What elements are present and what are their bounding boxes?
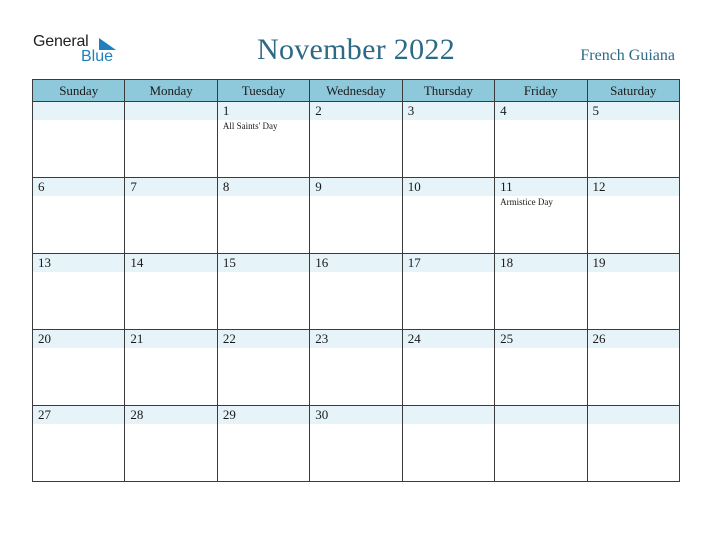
holiday-label	[218, 348, 309, 349]
day-number: 30	[310, 406, 401, 424]
day-cell[interactable]	[217, 254, 309, 330]
holiday-label	[310, 424, 401, 425]
day-number: 23	[310, 330, 401, 348]
day-cell[interactable]	[33, 178, 125, 254]
weekday-tuesday: Tuesday	[217, 80, 309, 102]
day-number: 29	[218, 406, 309, 424]
holiday-label	[588, 348, 679, 349]
holiday-label	[495, 348, 586, 349]
day-number: 15	[218, 254, 309, 272]
day-number: 8	[218, 178, 309, 196]
weekday-header-row	[33, 80, 680, 102]
weekday-monday: Monday	[125, 80, 217, 102]
day-cell[interactable]	[217, 406, 309, 482]
region-label: French Guiana	[580, 47, 675, 64]
holiday-label	[588, 196, 679, 197]
week-row	[33, 406, 680, 482]
day-number: 2	[310, 102, 401, 120]
day-cell[interactable]	[310, 254, 402, 330]
logo-word-blue: Blue	[81, 48, 114, 65]
day-cell[interactable]	[33, 330, 125, 406]
day-number: 1	[218, 102, 309, 120]
day-number: 16	[310, 254, 401, 272]
day-number: 25	[495, 330, 586, 348]
day-number: 20	[33, 330, 124, 348]
holiday-label: Armistice Day	[500, 197, 553, 207]
holiday-label	[403, 120, 494, 121]
day-cell[interactable]	[125, 330, 217, 406]
day-cell[interactable]	[402, 102, 494, 178]
day-number	[33, 102, 124, 120]
holiday-label	[588, 272, 679, 273]
day-cell[interactable]	[125, 254, 217, 330]
day-cell[interactable]	[310, 178, 402, 254]
day-number	[588, 406, 679, 424]
holiday-label	[125, 120, 216, 121]
day-number: 6	[33, 178, 124, 196]
day-number: 18	[495, 254, 586, 272]
day-cell[interactable]	[402, 330, 494, 406]
logo-word-general: General	[33, 33, 89, 50]
day-cell[interactable]	[33, 254, 125, 330]
day-number: 28	[125, 406, 216, 424]
day-cell[interactable]	[587, 330, 679, 406]
day-number: 22	[218, 330, 309, 348]
day-number: 5	[588, 102, 679, 120]
holiday-label	[218, 272, 309, 273]
day-number	[495, 406, 586, 424]
day-number: 11	[495, 178, 586, 196]
day-cell[interactable]	[310, 406, 402, 482]
day-number: 12	[588, 178, 679, 196]
day-cell[interactable]	[125, 178, 217, 254]
day-number: 3	[403, 102, 494, 120]
day-number	[403, 406, 494, 424]
day-number: 21	[125, 330, 216, 348]
calendar-title: November 2022	[256, 33, 456, 66]
day-number: 14	[125, 254, 216, 272]
holiday-label	[403, 272, 494, 273]
day-cell[interactable]	[587, 406, 679, 482]
day-cell[interactable]	[587, 102, 679, 178]
day-cell[interactable]	[217, 178, 309, 254]
holiday-label	[588, 424, 679, 425]
holiday-label	[495, 272, 586, 273]
holiday-label	[218, 424, 309, 425]
day-cell[interactable]	[495, 330, 587, 406]
day-number	[125, 102, 216, 120]
holiday-label	[495, 424, 586, 425]
day-number: 13	[33, 254, 124, 272]
holiday-label	[495, 120, 586, 121]
day-number: 24	[403, 330, 494, 348]
day-cell[interactable]	[33, 102, 125, 178]
day-cell[interactable]	[495, 406, 587, 482]
day-number: 9	[310, 178, 401, 196]
day-cell[interactable]	[310, 330, 402, 406]
weekday-saturday: Saturday	[587, 80, 679, 102]
holiday-label	[310, 196, 401, 197]
day-cell[interactable]	[125, 406, 217, 482]
holiday-label	[125, 348, 216, 349]
holiday-label	[218, 196, 309, 197]
calendar-body	[33, 102, 680, 482]
holiday-label	[33, 348, 124, 349]
day-cell[interactable]	[587, 254, 679, 330]
holiday-label	[588, 120, 679, 121]
holiday-label	[403, 348, 494, 349]
holiday-label	[125, 424, 216, 425]
day-cell[interactable]	[125, 102, 217, 178]
day-cell[interactable]	[495, 254, 587, 330]
holiday-label	[310, 272, 401, 273]
day-cell[interactable]	[402, 406, 494, 482]
week-row	[33, 254, 680, 330]
week-row	[33, 330, 680, 406]
holiday-label	[403, 196, 494, 197]
holiday-label	[310, 348, 401, 349]
weekday-thursday: Thursday	[402, 80, 494, 102]
weekday-wednesday: Wednesday	[310, 80, 402, 102]
week-row	[33, 102, 680, 178]
day-number: 4	[495, 102, 586, 120]
holiday-label	[33, 120, 124, 121]
day-cell[interactable]	[402, 178, 494, 254]
weekday-sunday: Sunday	[33, 80, 125, 102]
day-number: 10	[403, 178, 494, 196]
day-cell[interactable]	[310, 102, 402, 178]
day-cell[interactable]	[495, 178, 587, 254]
day-number: 7	[125, 178, 216, 196]
day-cell[interactable]	[402, 254, 494, 330]
holiday-label	[310, 120, 401, 121]
week-row	[33, 178, 680, 254]
holiday-label	[403, 424, 494, 425]
holiday-label	[33, 272, 124, 273]
day-number: 27	[33, 406, 124, 424]
day-cell[interactable]	[217, 102, 309, 178]
day-cell[interactable]	[33, 406, 125, 482]
day-cell[interactable]	[217, 330, 309, 406]
holiday-label	[125, 196, 216, 197]
holiday-label	[33, 196, 124, 197]
weekday-friday: Friday	[495, 80, 587, 102]
day-number: 17	[403, 254, 494, 272]
holiday-label	[125, 272, 216, 273]
day-number: 19	[588, 254, 679, 272]
day-number: 26	[588, 330, 679, 348]
holiday-label	[33, 424, 124, 425]
month-calendar	[32, 79, 680, 482]
day-cell[interactable]	[495, 102, 587, 178]
day-cell[interactable]	[587, 178, 679, 254]
holiday-label: All Saints' Day	[222, 121, 278, 131]
